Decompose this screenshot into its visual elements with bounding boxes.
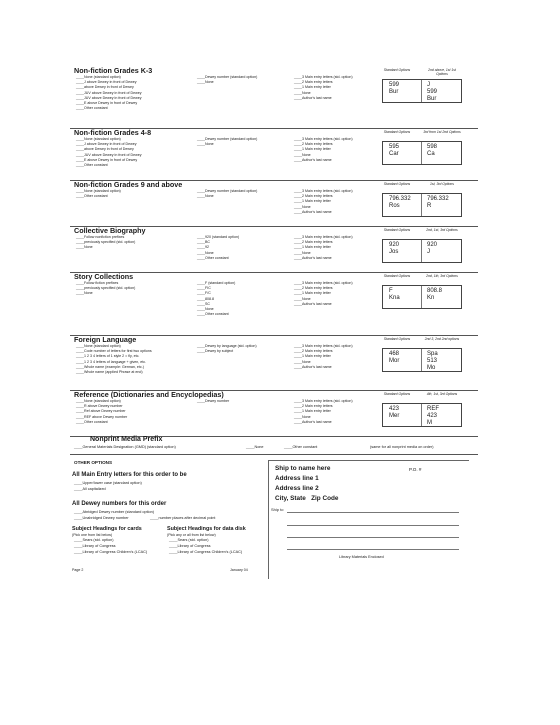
option-item[interactable]: ____ 1 2 3 4 letters of language + given, etc. bbox=[76, 360, 152, 365]
section-title: Story Collections bbox=[74, 272, 134, 281]
city-state-zip: City, State Zip Code bbox=[275, 495, 339, 502]
example-callnumber-box bbox=[382, 348, 462, 372]
option-item[interactable]: ____ 2 Main entry letters bbox=[294, 142, 353, 147]
main-entry-capitalized[interactable]: ____ All capitalized bbox=[74, 487, 106, 491]
option-item[interactable]: ____ F/C bbox=[197, 291, 235, 296]
alternate-example: 920 J bbox=[427, 242, 438, 255]
option-item[interactable]: ____ 2 Main entry letters bbox=[294, 404, 353, 409]
option-column bbox=[197, 344, 257, 354]
alternate-options-label: 2nd 3, 2nd 2nd options bbox=[424, 337, 460, 341]
option-item[interactable]: ____ None bbox=[197, 142, 257, 147]
option-item[interactable]: ____ SC bbox=[197, 302, 235, 307]
standard-example: 599 Bur bbox=[389, 82, 400, 95]
option-item[interactable]: ____ above Dewey in front of Dewey bbox=[76, 85, 142, 90]
alternate-options-label: 3rd from 1st 2nd Options bbox=[423, 130, 461, 134]
option-item[interactable]: ____ Whole name (applied Phrase at end) bbox=[76, 370, 152, 375]
option-column bbox=[294, 235, 353, 261]
example-callnumber-box bbox=[382, 141, 462, 165]
option-item[interactable]: ____ Author's last name bbox=[294, 365, 353, 370]
option-column bbox=[197, 235, 239, 261]
option-item[interactable]: ____ Follow fiction prefixes bbox=[76, 281, 135, 286]
option-item[interactable]: ____ None bbox=[294, 297, 353, 302]
example-callnumber-box bbox=[382, 79, 462, 103]
option-item[interactable]: ____ 1 Main entry letter bbox=[294, 291, 353, 296]
main-entry-upper-lower[interactable]: ____ Upper/lower case (standard option) bbox=[74, 481, 142, 485]
option-item[interactable]: ____ None bbox=[197, 80, 257, 85]
option-item[interactable]: ____ 1 Main entry letter bbox=[294, 245, 353, 250]
section-title: Foreign Language bbox=[74, 335, 137, 344]
option-item[interactable]: ____ previously specified (std. option) bbox=[76, 286, 135, 291]
section-title: Non-fiction Grades K-3 bbox=[74, 66, 153, 75]
option-item[interactable]: ____ 3 Main entry letters (std. option) bbox=[294, 189, 353, 194]
option-item[interactable]: ____ 3 Main entry letters (std. option) bbox=[294, 137, 353, 142]
section-title: Reference (Dictionaries and Encyclopedias) bbox=[74, 390, 224, 399]
standard-options-label: Standard Options bbox=[383, 392, 411, 396]
subject-disk-sub: (Pick any or all from list below) bbox=[167, 533, 216, 537]
standard-example: 468 Mor bbox=[389, 351, 400, 364]
option-item[interactable]: ____ Other constant bbox=[197, 256, 239, 261]
other-options-heading: OTHER OPTIONS bbox=[74, 460, 113, 465]
option-column bbox=[76, 281, 135, 297]
section bbox=[70, 128, 478, 181]
option-column bbox=[294, 399, 353, 425]
option-item[interactable]: ____ FIC bbox=[197, 286, 235, 291]
option-item[interactable]: ____ 2 Main entry letters bbox=[294, 80, 353, 85]
option-item[interactable]: ____ 2 Main entry letters bbox=[294, 240, 353, 245]
nonprint-none-option[interactable]: ____ None bbox=[246, 445, 264, 449]
option-item[interactable]: ____ 3 Main entry letters (std. option) bbox=[294, 281, 353, 286]
standard-options-label: Standard Options bbox=[383, 274, 411, 278]
option-item[interactable]: ____ REF above Dewey number bbox=[76, 415, 127, 420]
option-column bbox=[76, 399, 127, 425]
subject-cards-sub: (Pick one from list below) bbox=[72, 533, 113, 537]
standard-example: 595 Car bbox=[389, 144, 400, 157]
option-item[interactable]: ____ Dewey number (standard option) bbox=[197, 137, 257, 142]
option-item[interactable]: ____ None (standard option) bbox=[76, 344, 152, 349]
alternate-options-label: 2nd, 1st, 3rd Options bbox=[426, 228, 458, 232]
nonprint-other-option[interactable]: ____ Other constant bbox=[284, 445, 317, 449]
alternate-example: 808.8 Kn bbox=[427, 288, 443, 301]
option-item[interactable]: ____ J above Dewey in front of Dewey bbox=[76, 142, 142, 147]
standard-example: 423 Mer bbox=[389, 406, 400, 419]
option-item[interactable]: ____ 3 Main entry letters (std. option) bbox=[294, 75, 353, 80]
footer-date: January 04 bbox=[230, 568, 248, 572]
option-item[interactable]: ____ None (standard option) bbox=[76, 189, 121, 194]
ship-name: Ship to name here bbox=[275, 465, 331, 472]
section bbox=[70, 226, 478, 273]
option-column bbox=[76, 75, 142, 111]
option-item[interactable]: ____ 3 Main entry letters (std. option) bbox=[294, 399, 353, 404]
option-item[interactable]: ____ 1 Main entry letter bbox=[294, 354, 353, 359]
standard-example: 796.332 Ros bbox=[389, 196, 411, 209]
option-item[interactable]: ____ J above Dewey in front of Dewey bbox=[76, 80, 142, 85]
address-line-2: Address line 2 bbox=[275, 485, 319, 492]
option-item[interactable]: ____ 2 Main entry letters bbox=[294, 349, 353, 354]
alternate-example: 598 Ca bbox=[427, 144, 438, 157]
subject-cards-lcac[interactable]: ____ Library of Congress Children's (LCAC) bbox=[74, 550, 147, 554]
ship-to-label: Ship to bbox=[271, 507, 284, 512]
option-column bbox=[294, 75, 353, 101]
option-column bbox=[197, 75, 257, 85]
standard-options-label: Standard Options bbox=[383, 182, 411, 186]
option-column bbox=[197, 399, 229, 404]
option-item[interactable]: ____ JUV above Dewey in front of Dewey bbox=[76, 91, 142, 96]
option-item[interactable]: ____ None (standard option) bbox=[76, 75, 142, 80]
option-item[interactable]: ____ 2 Main entry letters bbox=[294, 194, 353, 199]
alternate-example: REF 423 M bbox=[427, 406, 439, 426]
option-column bbox=[294, 344, 353, 370]
option-item[interactable]: ____ 808.8 bbox=[197, 297, 235, 302]
option-item[interactable]: ____ 2 Main entry letters bbox=[294, 286, 353, 291]
ship-to-line-3[interactable] bbox=[287, 537, 459, 538]
section bbox=[70, 390, 478, 437]
subject-disk-loc[interactable]: ____ Library of Congress bbox=[169, 544, 211, 548]
example-callnumber-box bbox=[382, 239, 462, 263]
option-item[interactable]: ____ 920 (standard option) bbox=[197, 235, 239, 240]
standard-options-label: Standard Options bbox=[383, 337, 411, 341]
option-item[interactable]: ____ 1 2 3 4 letters of 1 style 2 = fly, etc. bbox=[76, 354, 152, 359]
subject-disk-title: Subject Headings for data disk bbox=[167, 526, 246, 532]
option-item[interactable]: ____ 1 Main entry letter bbox=[294, 199, 353, 204]
nonprint-section bbox=[70, 436, 478, 455]
option-item[interactable]: ____ None bbox=[76, 291, 135, 296]
option-item[interactable]: ____ JUV above Dewey in front of Dewey bbox=[76, 96, 142, 101]
option-item[interactable]: ____ Author's last name bbox=[294, 158, 353, 163]
subject-disk-lcac[interactable]: ____ Library of Congress Children's (LCAC) bbox=[169, 550, 242, 554]
example-callnumber-box bbox=[382, 285, 462, 309]
option-column bbox=[76, 137, 142, 168]
option-item[interactable]: ____ None bbox=[197, 251, 239, 256]
option-item[interactable]: ____ None (standard option) bbox=[76, 399, 127, 404]
option-item[interactable]: ____ Author's last name bbox=[294, 96, 353, 101]
subject-disk-sears[interactable]: ____ Sears (std. option) bbox=[169, 538, 208, 542]
alternate-example: J 599 Bur bbox=[427, 82, 438, 102]
option-item[interactable]: ____ None bbox=[294, 153, 353, 158]
option-item[interactable]: ____ Code number of letters for first two options bbox=[76, 349, 152, 354]
standard-options-label: Standard Options bbox=[383, 228, 411, 232]
alternate-options-label: 4th, 1st, 3rd Options bbox=[426, 392, 458, 396]
dewey-unabridged[interactable]: ____ Unabridged Dewey number bbox=[74, 516, 129, 520]
standard-example: F Kna bbox=[389, 288, 400, 301]
option-item[interactable]: ____ Dewey number (standard option) bbox=[197, 75, 257, 80]
alternate-example: Spa 513 Mo bbox=[427, 351, 438, 371]
section-title: Collective Biography bbox=[74, 226, 146, 235]
option-item[interactable]: ____ 1 Main entry letter bbox=[294, 409, 353, 414]
alternate-example: 796.332 R bbox=[427, 196, 449, 209]
standard-options-label: Standard Options bbox=[383, 68, 411, 72]
option-item[interactable]: ____ Dewey number (standard option) bbox=[197, 189, 257, 194]
option-item[interactable]: ____ Dewey number bbox=[197, 399, 229, 404]
ship-to-line-2[interactable] bbox=[287, 525, 459, 526]
nonprint-gmd-option[interactable]: ____ General Materials Designation (GMD) (standard option) bbox=[74, 445, 176, 449]
option-item[interactable]: ____ previously specified (std. option) bbox=[76, 240, 135, 245]
option-item[interactable]: ____ E above Dewey in front of Dewey bbox=[76, 101, 142, 106]
option-item[interactable]: ____ E above Dewey in front of Dewey bbox=[76, 158, 142, 163]
option-column bbox=[76, 189, 121, 199]
option-column bbox=[294, 137, 353, 163]
example-callnumber-box bbox=[382, 403, 462, 427]
option-column bbox=[197, 137, 257, 147]
option-column bbox=[76, 344, 152, 375]
alternate-options-label: 1st, 3rd Options bbox=[430, 182, 454, 186]
option-item[interactable]: ____ R above Dewey number bbox=[76, 404, 127, 409]
option-column bbox=[294, 281, 353, 307]
option-item[interactable]: ____ Dewey by language (std. option) bbox=[197, 344, 257, 349]
materials-enclosed: Library Materials Enclosed bbox=[339, 555, 384, 559]
option-item[interactable]: ____ 1 Main entry letter bbox=[294, 147, 353, 152]
option-item[interactable]: ____ None bbox=[294, 360, 353, 365]
option-item[interactable]: ____ Ref above Dewey number bbox=[76, 409, 127, 414]
option-item[interactable]: ____ Other constant bbox=[197, 312, 235, 317]
option-item[interactable]: ____ 92 bbox=[197, 245, 239, 250]
dewey-decimal-places[interactable]: ____ number places after decimal point bbox=[150, 516, 215, 520]
option-column bbox=[76, 235, 135, 251]
other-options bbox=[70, 460, 265, 585]
option-item[interactable]: ____ Other constant bbox=[76, 163, 142, 168]
section bbox=[70, 66, 478, 129]
footer-page: Page 2 bbox=[72, 568, 84, 572]
nonprint-title: Nonprint Media Prefix bbox=[90, 436, 163, 443]
subject-cards-loc[interactable]: ____ Library of Congress bbox=[74, 544, 116, 548]
section bbox=[70, 272, 478, 336]
option-item[interactable]: ____ 3 Main entry letters (std. option) bbox=[294, 235, 353, 240]
example-callnumber-box bbox=[382, 193, 462, 217]
option-item[interactable]: ____ Dewey by subject bbox=[197, 349, 257, 354]
alternate-options-label: 2nd above, 1st 1st Options bbox=[428, 68, 456, 76]
address-line-1: Address line 1 bbox=[275, 475, 319, 482]
option-item[interactable]: ____ Author's last name bbox=[294, 256, 353, 261]
option-item[interactable]: ____ None bbox=[294, 205, 353, 210]
option-item[interactable]: ____ Whole name (example: German, etc.) bbox=[76, 365, 152, 370]
dewey-title: All Dewey numbers for this order bbox=[72, 501, 167, 507]
option-column bbox=[197, 189, 257, 199]
option-item[interactable]: ____ 1 Main entry letter bbox=[294, 85, 353, 90]
standard-options-label: Standard Options bbox=[383, 130, 411, 134]
section-title: Non-fiction Grades 9 and above bbox=[74, 180, 183, 189]
alternate-options-label: 2nd, 1th, 3rd Options bbox=[426, 274, 458, 278]
option-item[interactable]: ____ None bbox=[197, 194, 257, 199]
option-item[interactable]: ____ Author's last name bbox=[294, 210, 353, 215]
option-item[interactable]: ____ Other constant bbox=[76, 420, 127, 425]
option-item[interactable]: ____ None (standard option) bbox=[76, 137, 142, 142]
option-column bbox=[197, 281, 235, 317]
section bbox=[70, 335, 478, 391]
ship-to-line-4[interactable] bbox=[287, 549, 459, 550]
nonprint-note: (same for all nonprint media on order) bbox=[370, 445, 434, 449]
standard-example: 920 Jos bbox=[389, 242, 400, 255]
section bbox=[70, 180, 478, 227]
option-item[interactable]: ____ Other constant bbox=[76, 194, 121, 199]
main-entry-title: All Main Entry letters for this order to be bbox=[72, 472, 187, 478]
section-title: Non-fiction Grades 4-8 bbox=[74, 128, 152, 137]
option-item[interactable]: ____ BC bbox=[197, 240, 239, 245]
option-item[interactable]: ____ None bbox=[294, 251, 353, 256]
option-item[interactable]: ____ above Dewey in front of Dewey bbox=[76, 147, 142, 152]
option-item[interactable]: ____ None bbox=[197, 307, 235, 312]
ship-to-line-1[interactable] bbox=[287, 512, 459, 513]
option-item[interactable]: ____ 3 Main entry letters (std. option) bbox=[294, 344, 353, 349]
dewey-abridged[interactable]: ____ Abridged Dewey number (standard option) bbox=[74, 510, 154, 514]
option-item[interactable]: ____ None bbox=[294, 415, 353, 420]
subject-cards-title: Subject Headings for cards bbox=[72, 526, 142, 532]
option-item[interactable]: ____ Other constant bbox=[76, 106, 142, 111]
option-item[interactable]: ____ None bbox=[76, 245, 135, 250]
option-item[interactable]: ____ F (standard option) bbox=[197, 281, 235, 286]
po-number: P.O. # bbox=[409, 467, 422, 472]
option-item[interactable]: ____ Follow nonfiction prefixes bbox=[76, 235, 135, 240]
option-item[interactable]: ____ None bbox=[294, 91, 353, 96]
subject-cards-sears[interactable]: ____ Sears (std. option) bbox=[74, 538, 113, 542]
ship-to-box bbox=[268, 460, 469, 579]
option-column bbox=[294, 189, 353, 215]
option-item[interactable]: ____ Author's last name bbox=[294, 420, 353, 425]
option-item[interactable]: ____ JUV above Dewey in front of Dewey bbox=[76, 153, 142, 158]
option-item[interactable]: ____ Author's last name bbox=[294, 302, 353, 307]
